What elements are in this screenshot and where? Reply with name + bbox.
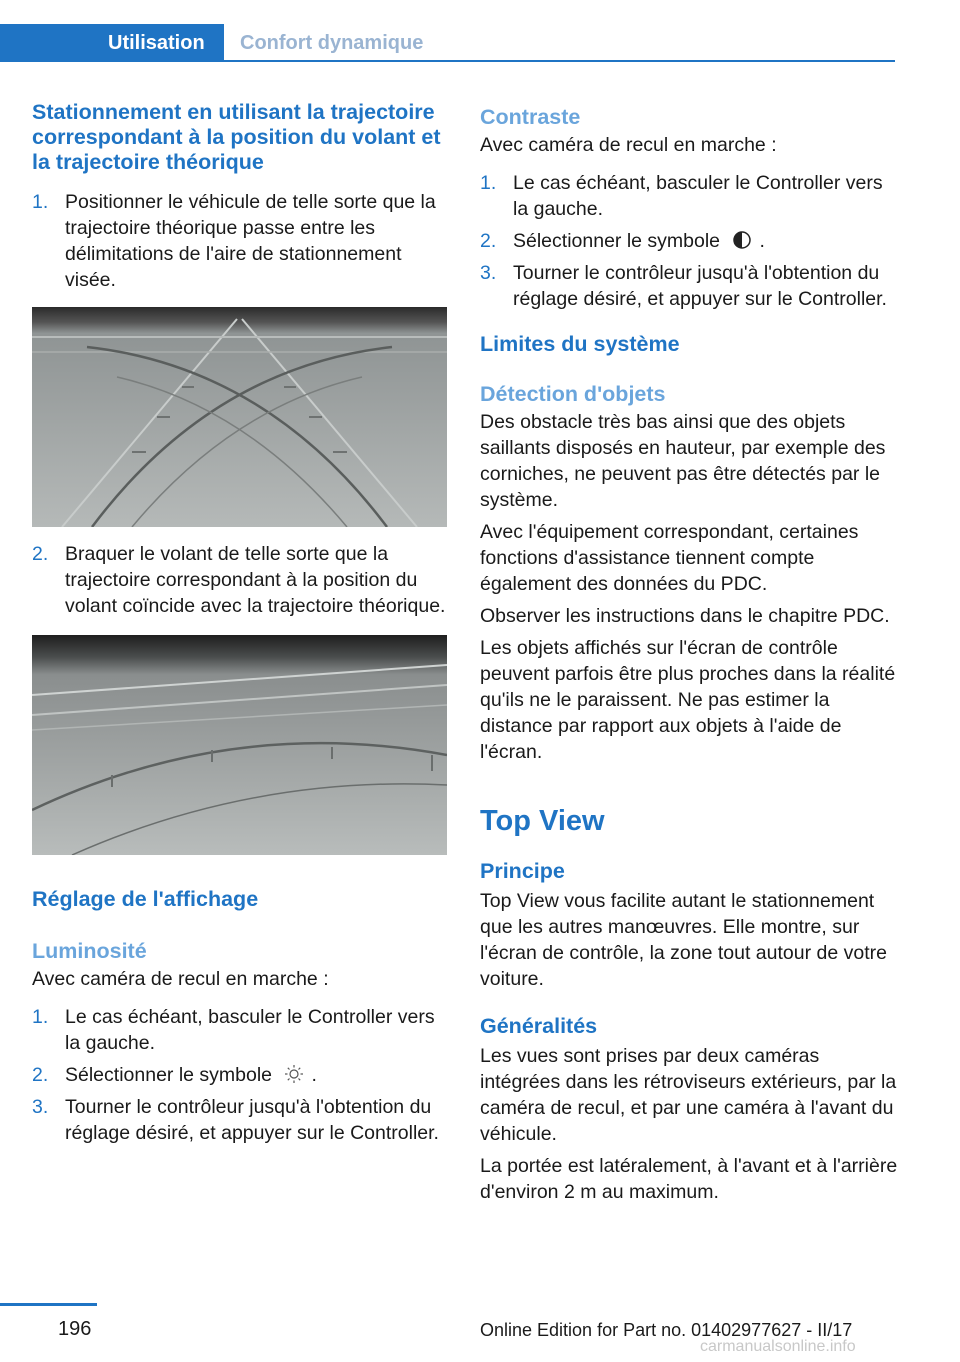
step-text: Braquer le volant de telle sorte que la trajectoire correspondant à la position du volant coïncide avec la trajectoire théorique. (65, 543, 446, 617)
list-item (480, 170, 898, 222)
contraste-intro: Avec caméra de recul en marche : (480, 134, 777, 156)
list-item (32, 1094, 450, 1146)
list-item (32, 189, 450, 293)
contrast-icon (729, 230, 755, 250)
section-title-generalites: Généralités (480, 1014, 598, 1038)
camera-image-trajectories (32, 307, 447, 527)
list-item (32, 1062, 450, 1088)
steps-luminosite (32, 1004, 450, 1146)
page-header (0, 0, 960, 64)
detection-paragraph-3: Observer les instructions dans le chapitre PDC. (480, 605, 890, 627)
section-title-stationnement: Stationnement en utilisant la trajectoire correspondant à la position du volant et la trajectoire théorique (32, 100, 441, 174)
detection-paragraph-1: Des obstacle très bas ainsi que des objets saillants disposés en hauteur, par exemple des corniches, ne peuvent pas être détectés par le système. (480, 411, 886, 511)
sun-icon (281, 1064, 307, 1084)
step-number: 1. (32, 1006, 49, 1028)
detection-paragraph-4: Les objets affichés sur l'écran de contrôle peuvent parfois être plus proches dans la réalité qu'ils ne le paraissent. Ne pas estimer la distance par rapport aux objets à l'aide de l'écran. (480, 637, 896, 763)
step-text: Positionner le véhicule de telle sorte que la trajectoire théorique passe entre les délimitations de l'aire de stationnement visée. (65, 191, 436, 291)
section-title-limites: Limites du système (480, 332, 680, 356)
section-title-principe: Principe (480, 859, 565, 883)
detection-paragraph-2: Avec l'équipement correspondant, certaines fonctions d'assistance tiennent compte également des données du PDC. (480, 521, 859, 595)
principe-paragraph: Top View vous facilite autant le stationnement que les autres manœuvres. Elle montre, sur l'écran de contrôle, la zone tout autour de votre voiture. (480, 890, 887, 990)
subheading-luminosite: Luminosité (32, 939, 147, 963)
header-tab-confort-dynamique: Confort dynamique (240, 32, 424, 54)
subheading-detection: Détection d'objets (480, 382, 666, 406)
step-text: Le cas échéant, basculer le Controller vers la gauche. (65, 1006, 435, 1054)
list-item (480, 228, 898, 254)
step-text: Tourner le contrôleur jusqu'à l'obtention du réglage désiré, et appuyer sur le Controller. (513, 262, 887, 310)
header-rule (0, 60, 895, 62)
header-tab-utilisation: Utilisation (0, 24, 224, 62)
edition-note: Online Edition for Part no. 01402977627 - II/17 (480, 1320, 853, 1340)
step-text-end: . (311, 1064, 317, 1086)
step-text: Sélectionner le symbole (65, 1064, 273, 1086)
camera-image-aligned (32, 635, 447, 855)
watermark: carmanualsonline.info (700, 1338, 856, 1355)
subheading-contraste: Contraste (480, 105, 581, 129)
footer-rule (0, 1303, 97, 1306)
step-number: 1. (480, 172, 497, 194)
list-item (32, 541, 450, 619)
steps-stationnement (32, 189, 450, 293)
step-number: 1. (32, 191, 49, 213)
step-number: 3. (32, 1096, 49, 1118)
section-title-reglage: Réglage de l'affichage (32, 887, 259, 911)
steps-braquer (32, 541, 450, 619)
page-number: 196 (58, 1318, 92, 1340)
generalites-paragraph-2: La portée est latéralement, à l'avant et à l'arrière d'environ 2 m au maximum. (480, 1155, 898, 1203)
right-column (480, 100, 898, 1205)
step-number: 2. (480, 230, 497, 252)
step-text: Sélectionner le symbole (513, 230, 721, 252)
step-text: Le cas échéant, basculer le Controller vers la gauche. (513, 172, 883, 220)
step-text: Tourner le contrôleur jusqu'à l'obtention du réglage désiré, et appuyer sur le Controller. (65, 1096, 439, 1144)
step-number: 3. (480, 262, 497, 284)
section-title-top-view: Top View (480, 805, 605, 837)
left-column (32, 100, 450, 1152)
step-number: 2. (32, 543, 49, 565)
list-item (32, 1004, 450, 1056)
luminosite-intro: Avec caméra de recul en marche : (32, 968, 329, 990)
list-item (480, 260, 898, 312)
steps-contraste (480, 170, 898, 312)
step-number: 2. (32, 1064, 49, 1086)
generalites-paragraph-1: Les vues sont prises par deux caméras intégrées dans les rétroviseurs extérieurs, par la caméra de recul, et par une caméra à l'avant du véhicule. (480, 1045, 897, 1145)
step-text-end: . (759, 230, 765, 252)
